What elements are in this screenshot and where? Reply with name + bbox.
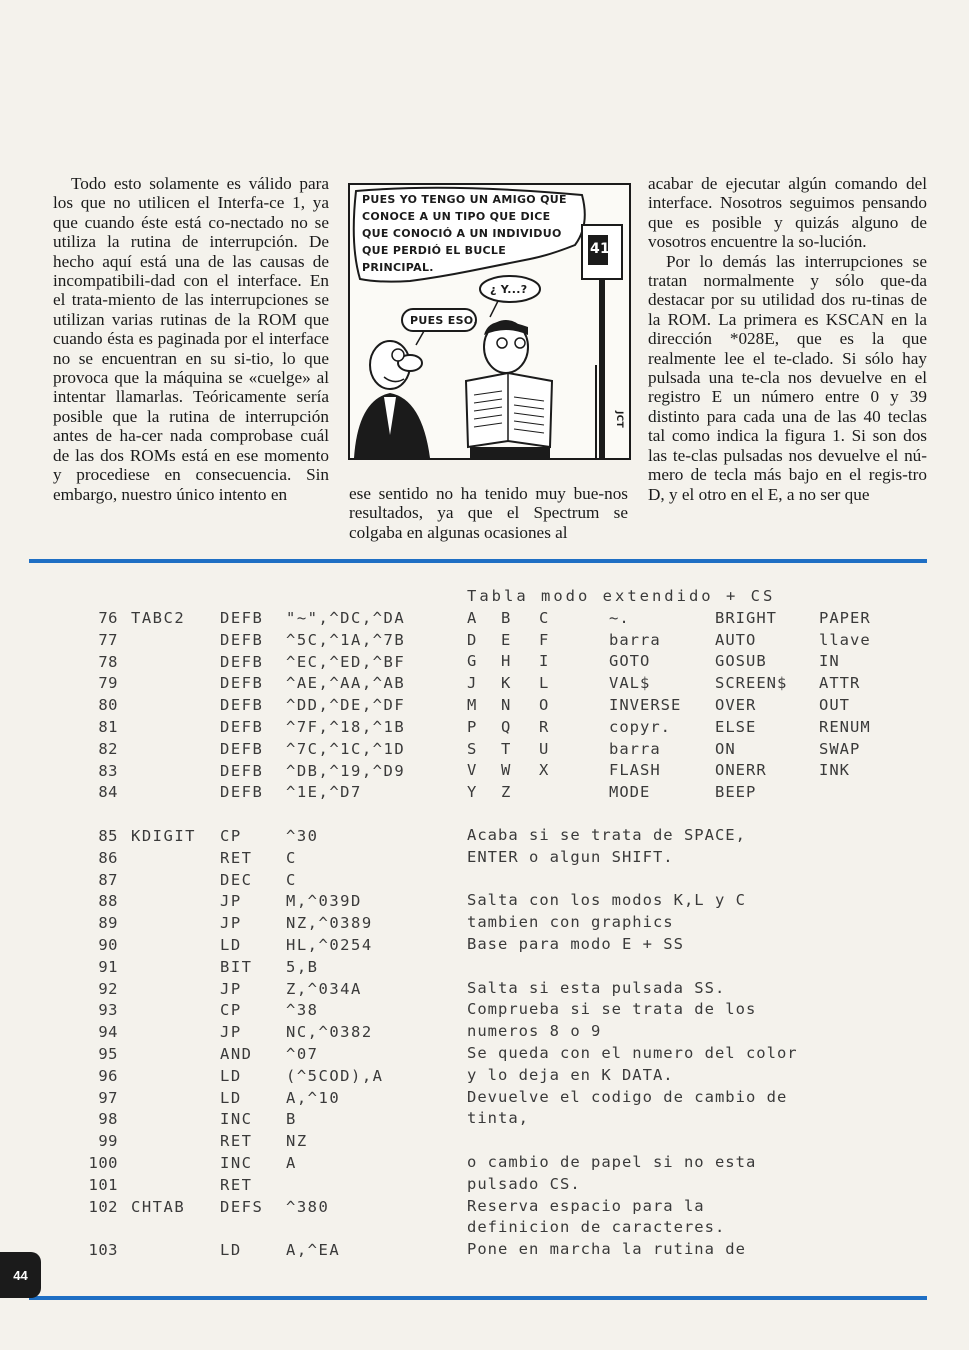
listing-op-cell: DEFB [220, 696, 264, 715]
ext-table-cell: R [539, 717, 550, 736]
listing-arg-cell: NZ [286, 1132, 308, 1151]
ext-table-cell: GOTO [609, 652, 651, 671]
listing-n-cell: 91 [98, 957, 118, 976]
ext-table-cell: D [467, 630, 478, 649]
bus-stop-sign: 41 [590, 241, 611, 257]
ext-table-cell: Q [501, 717, 512, 736]
listing-arg-cell [286, 804, 405, 826]
listing-label-cell: CHTAB [131, 1197, 186, 1216]
listing-n-cell: 77 [98, 630, 118, 649]
comment-line: Acaba si se trata de SPACE, [467, 826, 746, 844]
extended-mode-table [467, 587, 909, 805]
listing-label-cell [131, 695, 196, 717]
comment-line [467, 1130, 887, 1152]
listing-op-cell: CP [220, 826, 242, 845]
article-paragraph: acabar de ejecutar algún comando del interface. Nosotros seguimos pensando que es posible y quizás alguno de vosotros encuentre la so-lución. [648, 174, 927, 252]
listing-label-cell [131, 1153, 196, 1175]
listing-n-cell [78, 1218, 118, 1240]
speech-balloon-3: PUES ESO. [410, 314, 478, 327]
listing-label-cell [131, 1131, 196, 1153]
listing-n-cell: 83 [98, 761, 118, 780]
listing-n-cell: 103 [88, 1241, 118, 1260]
listing-label-cell [131, 1218, 196, 1240]
listing-arg-cell: ^EC,^ED,^BF [286, 652, 406, 671]
listing-arg-cell: ^30 [286, 826, 319, 845]
ext-table-cell: K [501, 674, 512, 693]
listing-arg-cell: C [286, 848, 297, 867]
ext-table-cell: S [467, 739, 478, 758]
speech-balloon-1: PUES YO TENGO UN AMIGO QUE CONOCE A UN TIPO QUE DICE QUE CONOCIÓ A UN INDIVIDUO QUE PERDIÓ EL BUCLE PRINCIPAL. [362, 193, 567, 274]
ext-table-cell: N [501, 695, 512, 714]
listing-op-cell: DEC [220, 870, 253, 889]
listing-n-cell: 80 [98, 696, 118, 715]
ext-table-row [467, 674, 909, 696]
listing-label-cell [131, 1044, 196, 1066]
listing-op-cell: LD [220, 1088, 242, 1107]
ext-table-cell: Z [501, 783, 512, 802]
ext-table-cell: H [501, 652, 512, 671]
listing-label-cell: TABC2 [131, 609, 186, 627]
listing-label-cell [131, 848, 196, 870]
ext-table-cell: SCREEN$ [715, 674, 788, 693]
article-column-2 [349, 484, 628, 542]
listing-label-cell [131, 935, 196, 957]
listing-arg-cell: 5,B [286, 957, 319, 976]
listing-op-cell: DEFB [220, 761, 264, 780]
ext-table-row [467, 718, 909, 740]
ext-table-cell: SWAP [819, 739, 861, 758]
listing-arg-cell: ^380 [286, 1197, 330, 1216]
comment-line: Se queda con el numero del color [467, 1043, 798, 1062]
listing-label-cell [131, 1000, 196, 1022]
listing-label-cell [131, 1022, 196, 1044]
listing-n-cell: 78 [98, 652, 118, 671]
listing-n-cell: 98 [98, 1110, 118, 1129]
ext-table-cell: ATTR [819, 674, 861, 693]
ext-table-cell: INK [819, 761, 850, 780]
ext-table-cell: C [539, 608, 550, 627]
listing-op-cell: DEFB [220, 652, 264, 671]
speech-balloon-2: ¿ Y...? [490, 283, 528, 296]
listing-arg-cell: ^7F,^18,^1B [286, 717, 406, 736]
listing-op-cell [220, 804, 263, 826]
comment-line: numeros 8 o 9 [467, 1022, 602, 1041]
listing-n-cell: 100 [88, 1153, 118, 1172]
ext-table-cell: VAL$ [609, 674, 651, 693]
listing-arg-cell: ^1E,^D7 [286, 783, 362, 802]
article-paragraph: Por lo demás las interrupciones se tratan normalmente y sólo que-da destacar por su utilidad dos ru-tinas de la ROM. La primera es KSCAN en la dirección *028E, que es la que realmente lee el te-clado. Si sólo hay pulsada una te-cla nos devuelve en el registro E un número entre 0 y 39 distinto para cada una de las 40 teclas tal como indica la figura 1. Si son dos las te-clas pulsadas nos devuelve el nú-mero de tecla más bajo en el regis-tro D, y el otro en el E, a no ser que [648, 251, 927, 504]
listing-label-cell: KDIGIT [131, 826, 196, 845]
ext-table-cell [539, 783, 609, 805]
listing-label-cell [131, 673, 196, 695]
listing-arg-cell: ^07 [286, 1044, 319, 1063]
ext-table-cell: ONERR [715, 761, 767, 780]
listing-op-cell: CP [220, 1001, 242, 1020]
divider-top [29, 559, 927, 563]
listing-label-cell [131, 761, 196, 783]
comment-line: Devuelve el codigo de cambio de [467, 1087, 788, 1106]
listing-n-cell: 86 [98, 848, 118, 867]
listing-arg-cell: A,^10 [286, 1088, 341, 1107]
listing-arg-cell [286, 1175, 405, 1197]
artist-signature: JCT [614, 411, 624, 428]
comment-line: Reserva espacio para la [467, 1196, 705, 1215]
listing-label-cell [131, 1240, 196, 1262]
ext-table-cell: MODE [609, 783, 651, 802]
ext-table-cell: copyr. [609, 717, 671, 736]
listing-op-cell: JP [220, 979, 242, 998]
listing-arg-cell: A,^EA [286, 1241, 341, 1260]
ext-table-cell: U [539, 739, 550, 758]
listing-label-cell [131, 891, 196, 913]
listing-n-cell: 92 [98, 979, 118, 998]
listing-label-cell [131, 717, 196, 739]
ext-table-cell: W [501, 761, 512, 780]
listing-n-cell: 90 [98, 935, 118, 954]
divider-bottom [29, 1296, 927, 1300]
listing-n-cell: 96 [98, 1066, 118, 1085]
ext-table-cell: M [467, 695, 478, 714]
comment-line: definicion de caracteres. [467, 1218, 726, 1237]
listing-n-cell: 87 [98, 870, 118, 889]
article-paragraph: ese sentido no ha tenido muy bue-nos resultados, ya que el Spectrum se colgaba en algunas ocasiones al [349, 484, 628, 542]
ext-table-cell: IN [819, 652, 840, 671]
ext-table-cell: OUT [819, 695, 850, 714]
listing-op-cell: JP [220, 892, 242, 911]
extended-mode-table-title: Tabla modo extendido + CS [467, 587, 776, 605]
ext-table-cell: G [467, 652, 478, 671]
listing-n-cell: 94 [98, 1023, 118, 1042]
listing-op-cell: RET [220, 1175, 253, 1194]
listing-n-cell: 85 [98, 826, 118, 845]
listing-op-cell: DEFB [220, 717, 264, 736]
listing-arg-cell: ^38 [286, 1001, 319, 1020]
comment-line: tambien con graphics [467, 913, 674, 932]
listing-n-cell: 102 [88, 1197, 118, 1216]
ext-table-cell: O [539, 695, 550, 714]
listing-arg-cell: A [286, 1153, 297, 1172]
listing-op-cell: DEFB [220, 674, 264, 693]
listing-n-cell [78, 804, 118, 826]
listing-arg-cell: HL,^0254 [286, 935, 373, 954]
listing-arg-cell: ^DD,^DE,^DF [286, 696, 406, 715]
listing-n-cell: 76 [98, 609, 118, 627]
page-number: 44 [0, 1252, 41, 1298]
ext-table-row [467, 696, 909, 718]
listing-arg-cell: NZ,^0389 [286, 914, 373, 933]
comment-line [467, 869, 887, 891]
listing-op-cell [220, 1218, 263, 1240]
comment-line: tinta, [467, 1109, 529, 1128]
listing-label-cell [131, 1175, 196, 1197]
comment-line: Salta con los modos K,L y C [467, 891, 746, 910]
listing-op-cell: RET [220, 848, 253, 867]
listing-arg-cell: Z,^034A [286, 979, 362, 998]
ext-table-cell: B [501, 608, 512, 627]
listing-op-cell: INC [220, 1110, 253, 1129]
article-column-1 [53, 174, 329, 504]
listing-opcodes [220, 608, 263, 1262]
ext-table-cell: llave [819, 630, 871, 649]
comment-line: Comprueba si se trata de los [467, 1000, 757, 1019]
ext-table-cell: BRIGHT [715, 608, 777, 627]
listing-op-cell: DEFB [220, 609, 264, 627]
listing-n-cell: 88 [98, 892, 118, 911]
listing-label-cell [131, 739, 196, 761]
ext-table-cell: AUTO [715, 630, 757, 649]
listing-arg-cell: ^AE,^AA,^AB [286, 674, 406, 693]
comment-line: Base para modo E + SS [467, 934, 684, 953]
ext-table-cell: E [501, 630, 512, 649]
ext-table-cell: J [467, 674, 478, 693]
ext-table-cell: FLASH [609, 761, 661, 780]
cartoon-illustration [348, 183, 631, 460]
ext-table-cell: X [539, 761, 550, 780]
listing-n-cell: 97 [98, 1088, 118, 1107]
ext-table-cell: T [501, 739, 512, 758]
ext-table-cell: ON [715, 739, 736, 758]
ext-table-cell: F [539, 630, 550, 649]
listing-n-cell: 82 [98, 739, 118, 758]
listing-label-cell [131, 1066, 196, 1088]
listing-op-cell: DEFB [220, 783, 264, 802]
listing-op-cell: INC [220, 1153, 253, 1172]
listing-op-cell: DEFB [220, 630, 264, 649]
listing-op-cell: LD [220, 1066, 242, 1085]
ext-table-cell: barra [609, 739, 661, 758]
ext-table-cell: INVERSE [609, 695, 682, 714]
ext-table-cell: PAPER [819, 608, 871, 627]
ext-table-cell: barra [609, 630, 661, 649]
listing-label-cell [131, 1088, 196, 1110]
ext-table-cell: OVER [715, 695, 757, 714]
listing-labels [131, 608, 196, 1262]
listing-n-cell: 89 [98, 914, 118, 933]
listing-label-cell [131, 870, 196, 892]
ext-table-cell: ELSE [715, 717, 757, 736]
listing-label-cell [131, 782, 196, 804]
listing-n-cell: 81 [98, 717, 118, 736]
listing-n-cell: 101 [88, 1175, 118, 1194]
ext-table-cell: P [467, 717, 478, 736]
ext-table-cell: A [467, 608, 478, 627]
listing-arg-cell [286, 1218, 405, 1240]
ext-table-cell: Y [467, 783, 478, 802]
ext-table-row [467, 631, 909, 653]
listing-arg-cell: M,^039D [286, 892, 362, 911]
ext-table-row [467, 740, 909, 762]
comment-line: pulsado CS. [467, 1174, 581, 1193]
ext-table-cell: L [539, 674, 550, 693]
listing-operands [286, 608, 405, 1262]
ext-table-cell: GOSUB [715, 652, 767, 671]
listing-arg-cell: ^DB,^19,^D9 [286, 761, 406, 780]
listing-op-cell: RET [220, 1132, 253, 1151]
listing-n-cell: 93 [98, 1001, 118, 1020]
listing-arg-cell: C [286, 870, 297, 889]
listing-op-cell: BIT [220, 957, 253, 976]
listing-label-cell [131, 652, 196, 674]
comment-line: Salta si esta pulsada SS. [467, 978, 726, 997]
listing-op-cell: DEFS [220, 1197, 264, 1216]
listing-n-cell: 95 [98, 1044, 118, 1063]
ext-table-cell [819, 783, 909, 805]
article-paragraph: Todo esto solamente es válido para los que no utilicen el Interfa-ce 1, ya que cuando éste está co-nectado no se utiliza la rutina de interrupción. De hecho aquí está una de las causas de incompatibili-dad con el interface. En el trata-miento de las interrupciones se utilizan varias rutinas de la ROM que cuando ésta es paginada por el interface no se encuentran en su si-tio, lo que provoca que la máquina se «cuelge» al intentar llamarlas. Teóricamente sería posible que la rutina de interrupción antes de ha-cer nada comprobase cuál de las dos ROMs está en ese momento y procediese en consecuencia. Sin embargo, nuestro único intento en [53, 174, 329, 504]
listing-label-cell [131, 979, 196, 1001]
comment-line: ENTER o algun SHIFT. [467, 847, 674, 866]
ext-table-cell: I [539, 652, 550, 671]
ext-table-row [467, 783, 909, 805]
listing-arg-cell: ^5C,^1A,^7B [286, 630, 406, 649]
ext-table-row [467, 609, 909, 631]
comment-line [467, 956, 887, 978]
listing-arg-cell: B [286, 1110, 297, 1129]
listing-label-cell [131, 913, 196, 935]
ext-table-cell: RENUM [819, 717, 871, 736]
listing-n-cell: 79 [98, 674, 118, 693]
listing-arg-cell: (^5COD),A [286, 1066, 384, 1085]
comment-line: Pone en marcha la rutina de [467, 1240, 746, 1259]
comment-line: y lo deja en K DATA. [467, 1065, 674, 1084]
comment-line: o cambio de papel si no esta [467, 1152, 757, 1171]
listing-op-cell: AND [220, 1044, 253, 1063]
article-column-3 [648, 174, 927, 504]
listing-arg-cell: NC,^0382 [286, 1023, 373, 1042]
listing-label-cell [131, 957, 196, 979]
ext-table-cell: BEEP [715, 783, 757, 802]
listing-arg-cell: ^7C,^1C,^1D [286, 739, 406, 758]
listing-n-cell: 84 [98, 783, 118, 802]
listing-op-cell: JP [220, 1023, 242, 1042]
listing-op-cell: DEFB [220, 739, 264, 758]
listing-label-cell [131, 804, 196, 826]
listing-arg-cell: "~",^DC,^DA [286, 609, 406, 627]
listing-op-cell: LD [220, 1241, 242, 1260]
ext-table-cell: V [467, 761, 478, 780]
listing-op-cell: LD [220, 935, 242, 954]
listing-label-cell [131, 630, 196, 652]
ext-table-row [467, 761, 909, 783]
ext-table-row [467, 652, 909, 674]
listing-op-cell: JP [220, 914, 242, 933]
listing-line-numbers [78, 608, 118, 1262]
listing-label-cell [131, 1109, 196, 1131]
ext-table-cell: ~. [609, 608, 630, 627]
listing-comments [467, 825, 887, 1261]
listing-n-cell: 99 [98, 1132, 118, 1151]
